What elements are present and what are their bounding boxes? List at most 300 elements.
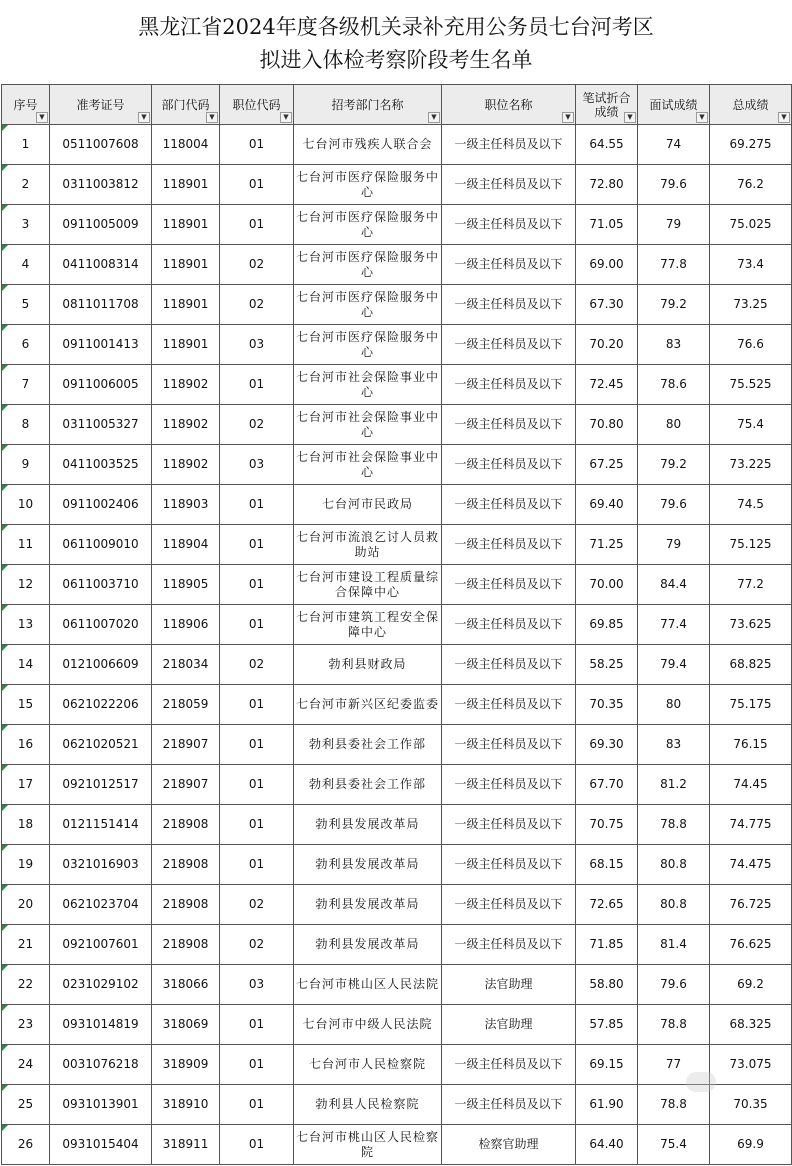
cell-text: 18 — [17, 817, 34, 831]
cell-text: 67.30 — [589, 297, 624, 311]
cell-text: 79.6 — [660, 177, 687, 191]
cell-exam-id — [50, 445, 152, 485]
text-number-marker-icon — [2, 485, 8, 491]
cell-written-score — [576, 445, 638, 485]
header-written-score — [576, 85, 638, 125]
cell-text: 七台河市医疗保险服务中心 — [295, 169, 439, 199]
cell-text: 79.6 — [660, 977, 687, 991]
filter-dropdown-icon[interactable]: ▼ — [624, 112, 636, 123]
cell-text: 01 — [248, 577, 265, 591]
cell-exam-id — [50, 805, 152, 845]
cell-text: 83 — [665, 337, 682, 351]
filter-dropdown-icon[interactable]: ▼ — [562, 112, 574, 123]
cell-text: 78.8 — [660, 817, 687, 831]
cell-text: 76.2 — [737, 177, 764, 191]
cell-exam-id — [50, 525, 152, 565]
cell-text: 218907 — [162, 777, 209, 791]
cell-text: 5 — [21, 297, 30, 311]
cell-index — [2, 1045, 50, 1085]
cell-dept-name — [294, 965, 442, 1005]
cell-position-code — [220, 605, 294, 645]
cell-text: 01 — [248, 817, 265, 831]
cell-dept-name — [294, 245, 442, 285]
cell-exam-id — [50, 405, 152, 445]
cell-text: 318910 — [162, 1097, 209, 1111]
cell-text: 勃利县发展改革局 — [315, 857, 420, 871]
candidate-table — [1, 84, 792, 1165]
cell-text: 一级主任科员及以下 — [454, 217, 563, 231]
text-number-marker-icon — [2, 845, 8, 851]
table-row — [2, 1045, 792, 1085]
cell-text: 75.525 — [729, 377, 772, 391]
cell-position-name — [442, 685, 576, 725]
cell-text: 83 — [665, 737, 682, 751]
cell-text: 七台河市新兴区纪委监委 — [295, 697, 439, 711]
cell-text: 15 — [17, 697, 34, 711]
cell-position-name — [442, 605, 576, 645]
cell-total-score — [710, 845, 792, 885]
cell-exam-id — [50, 165, 152, 205]
filter-dropdown-icon[interactable]: ▼ — [696, 112, 708, 123]
cell-index — [2, 605, 50, 645]
cell-dept-name — [294, 405, 442, 445]
watermark-logo-icon — [686, 1072, 716, 1092]
cell-position-code — [220, 365, 294, 405]
text-number-marker-icon — [2, 125, 8, 131]
cell-interview-score — [638, 845, 710, 885]
cell-text: 77.2 — [737, 577, 764, 591]
cell-text: 74.475 — [729, 857, 772, 871]
cell-text: 118903 — [162, 497, 209, 511]
cell-text: 3 — [21, 217, 30, 231]
table-row — [2, 805, 792, 845]
cell-position-name — [442, 1125, 576, 1165]
cell-exam-id — [50, 925, 152, 965]
text-number-marker-icon — [2, 1125, 8, 1131]
cell-written-score — [576, 205, 638, 245]
cell-text: 67.25 — [589, 457, 624, 471]
cell-text: 58.80 — [589, 977, 624, 991]
cell-dept-code — [152, 525, 220, 565]
header-label: 职位名称 — [484, 97, 533, 112]
cell-interview-score — [638, 445, 710, 485]
cell-text: 70.80 — [589, 417, 624, 431]
cell-text: 76.725 — [729, 897, 772, 911]
table-row — [2, 605, 792, 645]
cell-text: 0911005009 — [62, 217, 139, 231]
cell-text: 70.75 — [589, 817, 624, 831]
cell-text: 13 — [17, 617, 34, 631]
cell-text: 01 — [248, 217, 265, 231]
cell-total-score — [710, 485, 792, 525]
cell-text: 118004 — [162, 137, 209, 151]
cell-text: 79.2 — [660, 297, 687, 311]
table-row — [2, 245, 792, 285]
cell-dept-code — [152, 445, 220, 485]
table-row — [2, 365, 792, 405]
cell-text: 0031076218 — [62, 1057, 139, 1071]
filter-dropdown-icon[interactable]: ▼ — [778, 112, 790, 123]
cell-interview-score — [638, 1125, 710, 1165]
cell-index — [2, 525, 50, 565]
text-number-marker-icon — [2, 885, 8, 891]
table-row — [2, 485, 792, 525]
cell-dept-code — [152, 485, 220, 525]
cell-position-code — [220, 485, 294, 525]
cell-dept-name — [294, 165, 442, 205]
text-number-marker-icon — [2, 1085, 8, 1091]
cell-position-code — [220, 805, 294, 845]
cell-interview-score — [638, 1005, 710, 1045]
header-position-code — [220, 85, 294, 125]
cell-text: 02 — [248, 897, 265, 911]
cell-text: 七台河市桃山区人民法院 — [295, 977, 439, 991]
cell-dept-name — [294, 1005, 442, 1045]
cell-position-code — [220, 1085, 294, 1125]
cell-exam-id — [50, 845, 152, 885]
cell-dept-name — [294, 485, 442, 525]
cell-dept-code — [152, 205, 220, 245]
cell-total-score — [710, 325, 792, 365]
cell-text: 70.00 — [589, 577, 624, 591]
cell-position-name — [442, 965, 576, 1005]
cell-text: 一级主任科员及以下 — [454, 337, 563, 351]
cell-text: 68.825 — [729, 657, 772, 671]
cell-position-code — [220, 925, 294, 965]
cell-dept-name — [294, 565, 442, 605]
cell-index — [2, 645, 50, 685]
cell-text: 69.40 — [589, 497, 624, 511]
cell-text: 74.45 — [733, 777, 768, 791]
cell-dept-code — [152, 285, 220, 325]
cell-written-score — [576, 805, 638, 845]
cell-text: 218059 — [162, 697, 209, 711]
cell-text: 一级主任科员及以下 — [454, 657, 563, 671]
cell-text: 67.70 — [589, 777, 624, 791]
cell-text: 70.35 — [589, 697, 624, 711]
cell-text: 03 — [248, 457, 265, 471]
table-row — [2, 645, 792, 685]
cell-text: 4 — [21, 257, 30, 271]
cell-interview-score — [638, 325, 710, 365]
cell-text: 法官助理 — [484, 977, 533, 991]
cell-total-score — [710, 605, 792, 645]
title-line-1: 黑龙江省2024年度各级机关录补充用公务员七台河考区 — [138, 15, 654, 39]
cell-dept-name — [294, 805, 442, 845]
cell-text: 118905 — [162, 577, 209, 591]
cell-index — [2, 1085, 50, 1125]
cell-text: 01 — [248, 857, 265, 871]
text-number-marker-icon — [2, 405, 8, 411]
cell-text: 19 — [17, 857, 34, 871]
cell-text: 02 — [248, 937, 265, 951]
cell-text: 01 — [248, 737, 265, 751]
cell-written-score — [576, 325, 638, 365]
header-index — [2, 85, 50, 125]
cell-text: 218907 — [162, 737, 209, 751]
cell-text: 01 — [248, 617, 265, 631]
cell-text: 七台河市建设工程质量综合保障中心 — [295, 569, 439, 599]
cell-interview-score — [638, 725, 710, 765]
document-title — [0, 0, 792, 84]
cell-dept-name — [294, 1125, 442, 1165]
cell-dept-code — [152, 165, 220, 205]
cell-text: 01 — [248, 497, 265, 511]
cell-index — [2, 885, 50, 925]
cell-text: 118901 — [162, 257, 209, 271]
cell-text: 01 — [248, 1057, 265, 1071]
cell-text: 0911002406 — [62, 497, 139, 511]
cell-position-name — [442, 125, 576, 165]
cell-position-name — [442, 525, 576, 565]
cell-written-score — [576, 605, 638, 645]
cell-text: 一级主任科员及以下 — [454, 537, 563, 551]
cell-written-score — [576, 765, 638, 805]
filter-dropdown-icon[interactable]: ▼ — [280, 112, 292, 123]
cell-text: 318066 — [162, 977, 209, 991]
cell-text: 一级主任科员及以下 — [454, 857, 563, 871]
text-number-marker-icon — [2, 165, 8, 171]
cell-text: 8 — [21, 417, 30, 431]
header-label: 职位代码 — [232, 97, 281, 112]
cell-text: 64.55 — [589, 137, 624, 151]
cell-text: 0931013901 — [62, 1097, 139, 1111]
cell-text: 118902 — [162, 417, 209, 431]
text-number-marker-icon — [2, 685, 8, 691]
cell-text: 勃利县发展改革局 — [315, 817, 420, 831]
cell-written-score — [576, 885, 638, 925]
cell-dept-code — [152, 365, 220, 405]
header-exam-id — [50, 85, 152, 125]
cell-dept-name — [294, 445, 442, 485]
cell-text: 一级主任科员及以下 — [454, 817, 563, 831]
cell-text: 0311003812 — [62, 177, 139, 191]
cell-text: 0931014819 — [62, 1017, 139, 1031]
header-label: 笔试折合成绩 — [582, 90, 631, 119]
cell-total-score — [710, 1045, 792, 1085]
cell-index — [2, 805, 50, 845]
table-row — [2, 325, 792, 365]
cell-text: 80 — [665, 697, 682, 711]
cell-position-code — [220, 245, 294, 285]
cell-text: 一级主任科员及以下 — [454, 1097, 563, 1111]
cell-interview-score — [638, 405, 710, 445]
cell-text: 0811011708 — [62, 297, 139, 311]
cell-text: 勃利县委社会工作部 — [308, 737, 426, 751]
cell-position-name — [442, 925, 576, 965]
cell-text: 68.325 — [729, 1017, 772, 1031]
cell-text: 61.90 — [589, 1097, 624, 1111]
header-label: 总成绩 — [732, 97, 769, 112]
cell-position-code — [220, 765, 294, 805]
cell-total-score — [710, 565, 792, 605]
cell-position-code — [220, 725, 294, 765]
cell-text: 02 — [248, 417, 265, 431]
text-number-marker-icon — [2, 1005, 8, 1011]
table-row — [2, 205, 792, 245]
cell-dept-code — [152, 925, 220, 965]
cell-text: 七台河市医疗保险服务中心 — [295, 209, 439, 239]
cell-text: 73.075 — [729, 1057, 772, 1071]
table-row — [2, 405, 792, 445]
cell-text: 79.2 — [660, 457, 687, 471]
cell-text: 21 — [17, 937, 34, 951]
cell-total-score — [710, 125, 792, 165]
cell-text: 218908 — [162, 937, 209, 951]
cell-dept-code — [152, 725, 220, 765]
table-row — [2, 1085, 792, 1125]
cell-text: 0411003525 — [62, 457, 139, 471]
cell-text: 01 — [248, 377, 265, 391]
cell-text: 218034 — [162, 657, 209, 671]
cell-dept-name — [294, 1045, 442, 1085]
text-number-marker-icon — [2, 245, 8, 251]
cell-text: 81.2 — [660, 777, 687, 791]
cell-written-score — [576, 1005, 638, 1045]
filter-dropdown-icon[interactable]: ▼ — [428, 112, 440, 123]
cell-interview-score — [638, 685, 710, 725]
cell-dept-code — [152, 325, 220, 365]
cell-index — [2, 565, 50, 605]
cell-text: 七台河市社会保险事业中心 — [295, 369, 439, 399]
text-number-marker-icon — [2, 205, 8, 211]
cell-text: 0231029102 — [62, 977, 139, 991]
cell-position-name — [442, 365, 576, 405]
cell-position-name — [442, 725, 576, 765]
cell-text: 01 — [248, 1097, 265, 1111]
cell-text: 11 — [17, 537, 34, 551]
cell-total-score — [710, 885, 792, 925]
cell-position-code — [220, 1125, 294, 1165]
cell-text: 71.05 — [589, 217, 624, 231]
cell-position-code — [220, 205, 294, 245]
header-label: 招考部门名称 — [331, 97, 404, 112]
cell-text: 118901 — [162, 297, 209, 311]
cell-total-score — [710, 925, 792, 965]
cell-text: 7 — [21, 377, 30, 391]
cell-text: 勃利县发展改革局 — [315, 937, 420, 951]
cell-text: 七台河市流浪乞讨人员救助站 — [295, 529, 439, 559]
cell-interview-score — [638, 125, 710, 165]
cell-text: 七台河市桃山区人民检察院 — [295, 1129, 439, 1159]
cell-dept-name — [294, 365, 442, 405]
cell-dept-name — [294, 605, 442, 645]
table-row — [2, 925, 792, 965]
cell-position-name — [442, 325, 576, 365]
cell-position-name — [442, 805, 576, 845]
header-dept-code — [152, 85, 220, 125]
cell-text: 一级主任科员及以下 — [454, 417, 563, 431]
cell-position-code — [220, 405, 294, 445]
cell-text: 01 — [248, 1017, 265, 1031]
cell-text: 73.25 — [733, 297, 768, 311]
cell-text: 72.45 — [589, 377, 624, 391]
cell-text: 01 — [248, 1137, 265, 1151]
cell-interview-score — [638, 525, 710, 565]
table-row — [2, 845, 792, 885]
cell-text: 64.40 — [589, 1137, 624, 1151]
cell-text: 0931015404 — [62, 1137, 139, 1151]
cell-exam-id — [50, 325, 152, 365]
cell-written-score — [576, 365, 638, 405]
cell-dept-code — [152, 1085, 220, 1125]
cell-text: 一级主任科员及以下 — [454, 737, 563, 751]
cell-text: 74.5 — [737, 497, 764, 511]
filter-dropdown-icon[interactable]: ▼ — [138, 112, 150, 123]
cell-text: 73.4 — [737, 257, 764, 271]
cell-dept-name — [294, 685, 442, 725]
cell-dept-code — [152, 765, 220, 805]
cell-interview-score — [638, 485, 710, 525]
cell-dept-name — [294, 205, 442, 245]
cell-written-score — [576, 1125, 638, 1165]
cell-text: 77.4 — [660, 617, 687, 631]
cell-text: 七台河市社会保险事业中心 — [295, 409, 439, 439]
cell-written-score — [576, 565, 638, 605]
cell-text: 78.8 — [660, 1017, 687, 1031]
cell-text: 0611003710 — [62, 577, 139, 591]
cell-exam-id — [50, 1005, 152, 1045]
cell-text: 76.6 — [737, 337, 764, 351]
cell-text: 80 — [665, 417, 682, 431]
cell-written-score — [576, 845, 638, 885]
filter-dropdown-icon[interactable]: ▼ — [36, 112, 48, 123]
cell-dept-code — [152, 565, 220, 605]
cell-exam-id — [50, 485, 152, 525]
cell-text: 16 — [17, 737, 34, 751]
cell-dept-code — [152, 1045, 220, 1085]
cell-total-score — [710, 1085, 792, 1125]
cell-dept-name — [294, 1085, 442, 1125]
cell-text: 74 — [665, 137, 682, 151]
cell-text: 218908 — [162, 857, 209, 871]
cell-text: 0621020521 — [62, 737, 139, 751]
cell-text: 70.20 — [589, 337, 624, 351]
cell-text: 75.175 — [729, 697, 772, 711]
cell-text: 一级主任科员及以下 — [454, 497, 563, 511]
cell-dept-code — [152, 1125, 220, 1165]
cell-total-score — [710, 205, 792, 245]
cell-text: 72.80 — [589, 177, 624, 191]
cell-dept-code — [152, 645, 220, 685]
cell-index — [2, 765, 50, 805]
cell-text: 七台河市人民检察院 — [308, 1057, 426, 1071]
cell-text: 118906 — [162, 617, 209, 631]
cell-text: 79 — [665, 537, 682, 551]
cell-text: 75.025 — [729, 217, 772, 231]
cell-dept-name — [294, 285, 442, 325]
filter-dropdown-icon[interactable]: ▼ — [206, 112, 218, 123]
cell-text: 71.25 — [589, 537, 624, 551]
cell-text: 69.15 — [589, 1057, 624, 1071]
cell-text: 0921007601 — [62, 937, 139, 951]
cell-text: 勃利县委社会工作部 — [308, 777, 426, 791]
cell-interview-score — [638, 965, 710, 1005]
cell-text: 七台河市社会保险事业中心 — [295, 449, 439, 479]
cell-exam-id — [50, 245, 152, 285]
cell-text: 七台河市民政局 — [321, 497, 413, 511]
cell-text: 68.15 — [589, 857, 624, 871]
cell-text: 58.25 — [589, 657, 624, 671]
text-number-marker-icon — [2, 605, 8, 611]
cell-text: 1 — [21, 137, 30, 151]
cell-text: 10 — [17, 497, 34, 511]
cell-position-code — [220, 885, 294, 925]
cell-text: 75.4 — [737, 417, 764, 431]
cell-text: 6 — [21, 337, 30, 351]
header-label: 序号 — [13, 97, 38, 112]
cell-text: 73.625 — [729, 617, 772, 631]
